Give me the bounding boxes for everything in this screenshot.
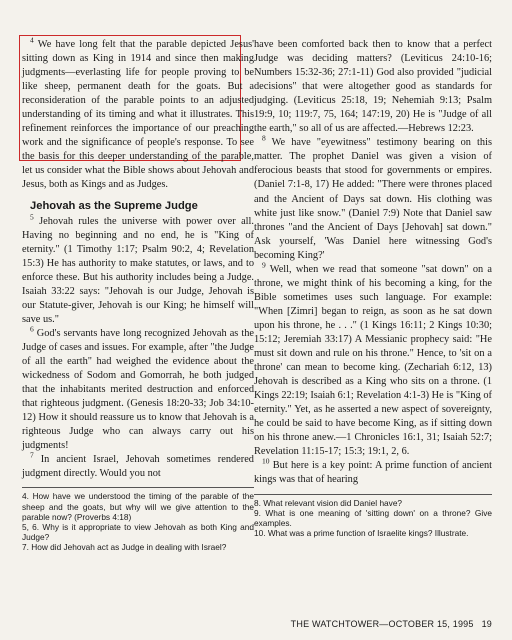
- paragraph-text: In ancient Israel, Jehovah sometimes rendered judgment directly. Would you not: [22, 454, 254, 480]
- paragraph-number: 9: [262, 260, 266, 270]
- study-question: 10. What was a prime function of Israelite kings? Illustrate.: [254, 528, 469, 539]
- paragraph-number: 10: [262, 456, 270, 466]
- paragraph-number: 4: [30, 35, 34, 45]
- paragraph-8: [254, 133, 492, 262]
- study-question: 5, 6. Why is it appropriate to view Jehovah as both King and Judge?: [22, 522, 254, 543]
- study-questions: [254, 498, 492, 539]
- section-heading: Jehovah as the Supreme Judge: [30, 199, 198, 212]
- paragraph-text: We have "eyewitness" testimony bearing on this matter. The prophet Daniel was given a vision of ferocious beasts that stood for governments or empires. (Daniel 7:1-8, 17) He added: "There were thrones placed and the Ancient of Days sat down. His clothing was white just like snow." (Daniel 7:9) Note that Daniel saw thrones "and the Ancient of Days [Jehovah] sat down." Ask yourself, 'Was Daniel here witnessing God's becoming King?': [254, 137, 492, 261]
- paragraph-number: 8: [262, 133, 266, 143]
- divider: [22, 487, 254, 488]
- page-number: 19: [481, 619, 492, 629]
- study-question: 9. What is one meaning of 'sitting down' on a throne? Give examples.: [254, 507, 492, 528]
- paragraph-9: [254, 260, 492, 460]
- paragraph-number: 7: [30, 450, 34, 460]
- study-question: 7. How did Jehovah act as Judge in dealing with Israel?: [22, 542, 227, 553]
- paragraph-4: [22, 35, 255, 193]
- paragraph-number: 5: [30, 212, 34, 222]
- divider: [254, 494, 492, 495]
- paragraph-7: [22, 450, 254, 481]
- paragraph-10: [254, 456, 492, 487]
- paragraph-text: Well, when we read that someone "sat down" on a throne, we might think of his becoming a king, for the Bible sometimes uses such language. For example: "When [Zimri] began to reign, as soon as he sat down upon his throne, he . . ." (1 Kings 16:11; 2 Kings 10:30; 15:12; Jeremiah 33:17) A Messianic prophecy said: "He must sit down and rule on his throne." Hence, to 'sit on a throne' can mean to become king. (Zechariah 6:12, 13) Jehovah is described as a King who sits on a throne. (1 Kings 22:19; Isaiah 6:1; Revelation 4:1-3) He is "King of eternity." Yet, as he asserted a new aspect of sovereignty, he could be said to have become King, as if sitting down on his throne anew.—1 Chronicles 16:1, 31; Isaiah 52:7; Revelation 11:15-17; 15:3; 19:1, 2, 6.: [254, 263, 492, 458]
- page-footer: [291, 619, 492, 629]
- study-questions: [22, 491, 254, 552]
- paragraph-number: 6: [30, 324, 34, 334]
- magazine-issue: THE WATCHTOWER—OCTOBER 15, 1995: [290, 619, 474, 629]
- paragraph-text: We have long felt that the parable depicted Jesus' sitting down as King in 1914 and since then making judgments—everlasting life for people proving to be like sheep, permanent death for the goats. But a reconsideration of the parable points to an adjusted understanding of its timing and what it illustrates. This refinement reinforces the importance of our preaching work and the significance of people's response. To see the basis for this deeper understanding of the parable, let us consider what the Bible shows about Jehovah and Jesus, both as Kings and as Judges.: [22, 39, 255, 191]
- study-question: 4. How have we understood the timing of the parable of the sheep and the goats, but why will we give attention to the parable now? (Proverbs 4:18): [22, 491, 254, 522]
- paragraph-5: [22, 212, 255, 327]
- study-question: 8. What relevant vision did Daniel have?: [254, 497, 403, 508]
- right-column: [254, 38, 492, 538]
- paragraph-text: But here is a key point: A prime function of ancient kings was that of hearing: [254, 460, 492, 486]
- paragraph-text: God's servants have long recognized Jehovah as the Judge of cases and issues. For example, after "the Judge of all the earth" had weighed the evidence about the wickedness of Sodom and Gomorrah, he both judged that the inhabitants merited destruction and enforced that righteous judgment. (Genesis 18:20-33; Job 34:10-12) How it should reassure us to know that Jehovah is a righteous Judge who can always carry out his judgments!: [22, 327, 255, 452]
- paragraph-6: [22, 324, 255, 453]
- paragraph-text: Jehovah rules the universe with power over all. Having no beginning and no end, he is "King of eternity." (1 Timothy 1:17; Psalm 90:2, 4; Revelation 15:3) He has authority to make statutes, or laws, and to enforce these. But his authority includes being a Judge. Isaiah 33:22 says: "Jehovah is our Judge, Jehovah is our Statute-giver, Jehovah is our King; he himself will save us.": [22, 215, 255, 325]
- paragraph-7-continued: have been comforted back then to know that a perfect Judge was deciding matters? (Leviticus 24:10-16; Numbers 15:32-36; 27:1-11) God also provided "judicial decisions" that were altogether good as standards for judging. (Leviticus 25:18, 19; Nehemiah 9:13; Psalm 19:9, 10; 119:7, 75, 164; 147:19, 20) He is "Judge of all the earth," so all of us are affected.—Hebrews 12:23.: [254, 39, 492, 135]
- left-column: [22, 35, 255, 553]
